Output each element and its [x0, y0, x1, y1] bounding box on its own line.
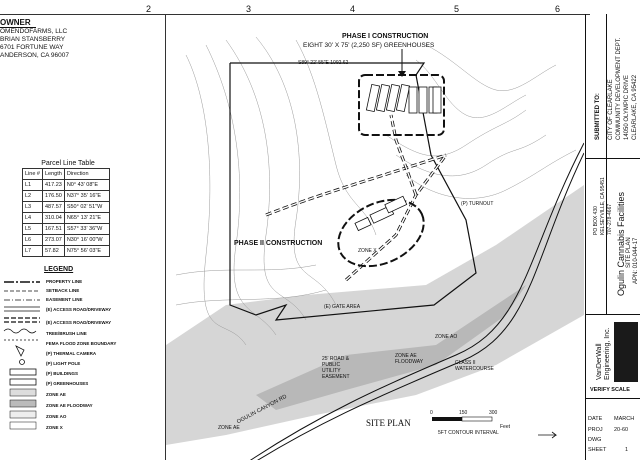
- road-easement-label: 25' ROAD & PUBLIC UTILITY EASEMENT: [322, 356, 350, 380]
- legend-item: EASEMENT LINE: [46, 297, 83, 302]
- cell: L2: [23, 191, 43, 202]
- column-number: 4: [350, 4, 356, 14]
- company-logo: [614, 322, 638, 382]
- cell: N0° 43' 08"E: [64, 180, 109, 191]
- phase1-title: PHASE I CONSTRUCTION: [342, 33, 429, 40]
- floodway-label: ZONE AE FLOODWAY: [395, 353, 424, 365]
- scale-bar: [432, 417, 462, 421]
- tb-divider: [586, 314, 640, 315]
- tb-divider: [586, 398, 640, 399]
- legend-title: LEGEND: [44, 266, 74, 273]
- po-box: PO BOX 430: [593, 206, 599, 235]
- cell: L3: [23, 202, 43, 213]
- owner-heading: OWNER: [0, 18, 36, 28]
- legend-item: (P) LIGHT POLE: [46, 361, 81, 366]
- table-header-row: [23, 169, 110, 180]
- date-value: MARCH: [614, 416, 635, 422]
- legend-item: FEMA FLOOD ZONE BOUNDARY: [46, 341, 117, 346]
- parcel-line-table: [22, 160, 114, 257]
- submitted-to: SUBMITTED TO:: [595, 93, 601, 140]
- column-header: Length: [43, 169, 65, 180]
- tb-divider: [606, 14, 607, 314]
- legend-item: (E) ACCESS ROAD/DRIVEWAY: [46, 307, 112, 312]
- site-plan-drawing: [166, 15, 584, 460]
- zone-ao-label: ZONE AO: [435, 334, 458, 340]
- sheet-label: SHEET: [588, 447, 607, 453]
- owner-line: 6701 FORTUNE WAY: [0, 44, 64, 51]
- greenhouses: [366, 84, 441, 113]
- scale-end: 300: [489, 410, 498, 416]
- cell: L6: [23, 235, 43, 246]
- cell: 57.82: [43, 246, 65, 257]
- agency-line: CITY OF CLEARLAKE: [608, 79, 614, 140]
- column-number: 5: [454, 4, 460, 14]
- cell: 167.51: [43, 224, 65, 235]
- north-arrow: [538, 432, 556, 438]
- gate-label: (E) GATE AREA: [324, 304, 361, 310]
- legend-item: (E) ACCESS ROAD/DRIVEWAY: [46, 320, 112, 325]
- zone-ae-label: ZONE AE: [218, 425, 240, 431]
- cell: S50° 02' 51"W: [64, 202, 109, 213]
- owner-line: ANDERSON, CA 96007: [0, 52, 70, 59]
- table-row: [23, 235, 110, 246]
- legend-item: PROPERTY LINE: [46, 279, 83, 284]
- contour-interval: 5FT CONTOUR INTERVAL: [438, 430, 499, 436]
- cell: L7: [23, 246, 43, 257]
- column-header: Line #: [23, 169, 43, 180]
- legend-item: (P) GREENHOUSES: [46, 381, 89, 386]
- phase2-boundary: [328, 187, 435, 279]
- cell: 273.07: [43, 235, 65, 246]
- cell: L4: [23, 213, 43, 224]
- verify-scale: VERIFY SCALE: [590, 387, 630, 393]
- road-name-label: OGULIN CANYON RD: [236, 393, 288, 426]
- column-number: 6: [555, 4, 561, 14]
- legend-item: ZONE AE: [46, 392, 66, 397]
- column-header: Direction: [64, 169, 109, 180]
- legend-item: ZONE AE FLOODWAY: [46, 403, 93, 408]
- column-number: 2: [146, 4, 152, 14]
- agency-line: 14050 OLYMPIC DRIVE: [624, 75, 630, 140]
- proj-value: 20-60: [614, 427, 629, 433]
- legend-symbols: [0, 276, 44, 436]
- sheet-title: SITE PLAN: [626, 237, 632, 268]
- cell: 310.04: [43, 213, 65, 224]
- legend-item: SETBACK LINE: [46, 288, 80, 293]
- sheet-value: 1: [625, 447, 629, 453]
- table-row: [23, 246, 110, 257]
- owner-line: OMENDOFARMS, LLC: [0, 28, 68, 35]
- table-row: [23, 202, 110, 213]
- scale-zero: 0: [430, 410, 433, 416]
- class2-label: CLASS II WATERCOURSE: [455, 360, 494, 372]
- column-number: 3: [246, 4, 252, 14]
- cell: 417.23: [43, 180, 65, 191]
- cell: 487.57: [43, 202, 65, 213]
- company-name: VanDerWall Engineering, Inc.: [596, 327, 611, 380]
- cell: 176.50: [43, 191, 65, 202]
- legend-item: ZONE AO: [46, 414, 67, 419]
- turnout-label: (P) TURNOUT: [461, 201, 494, 207]
- date-label: DATE: [588, 416, 603, 422]
- scale-mid: 150: [459, 410, 468, 416]
- dwg-label: DWG: [588, 437, 602, 443]
- cell: N65° 13' 21"E: [64, 213, 109, 224]
- owner-line: BRIAN STANSBERRY: [0, 36, 66, 43]
- cell: N30° 16' 00"W: [64, 235, 109, 246]
- phase2-title: PHASE II CONSTRUCTION: [234, 240, 323, 247]
- proj-label: PROJ: [588, 427, 603, 433]
- table-row: [23, 180, 110, 191]
- cell: N75° 56' 03"E: [64, 246, 109, 257]
- site-plan-title: SITE PLAN: [366, 418, 411, 428]
- access-road: [266, 155, 446, 215]
- phase1-subtitle: EIGHT 30' X 75' (2,250 SF) GREENHOUSES: [303, 42, 435, 49]
- table-row: [23, 191, 110, 202]
- cell: S57° 33' 36"W: [64, 224, 109, 235]
- apn: APN: 010-044-17: [633, 237, 639, 284]
- access-road: [346, 155, 446, 280]
- agency-line: CLEARLAKE, CA 95422: [632, 74, 638, 140]
- po-box: KELSEYVILLE, CA 95451: [600, 177, 606, 235]
- cell: N37° 35' 16"E: [64, 191, 109, 202]
- scale-unit: Feet: [500, 424, 511, 430]
- zone-x-label: ZONE X: [358, 248, 377, 254]
- cell: L5: [23, 224, 43, 235]
- tb-divider: [586, 158, 640, 159]
- po-box: 707-278-4667: [607, 203, 613, 235]
- agency-line: COMMUNITY DEVELOPMENT DEPT.: [616, 37, 622, 140]
- parcel-table-title: Parcel Line Table: [41, 160, 95, 167]
- table-row: [23, 224, 110, 235]
- legend-item: (P) THERMAL CAMERA: [46, 351, 97, 356]
- legend-item: ZONE X: [46, 425, 63, 430]
- cell: L1: [23, 180, 43, 191]
- flood-zone-shading: [166, 185, 584, 445]
- legend-item: TREE/BRUSH LINE: [46, 331, 87, 336]
- project-name: Ogulin Cannabis Facilities: [616, 191, 626, 296]
- legend-item: (P) BUILDINGS: [46, 371, 78, 376]
- table-row: [23, 213, 110, 224]
- owner-block: [0, 18, 120, 60]
- bearing-label: S89° 22' 55"E 1092.62: [298, 60, 349, 66]
